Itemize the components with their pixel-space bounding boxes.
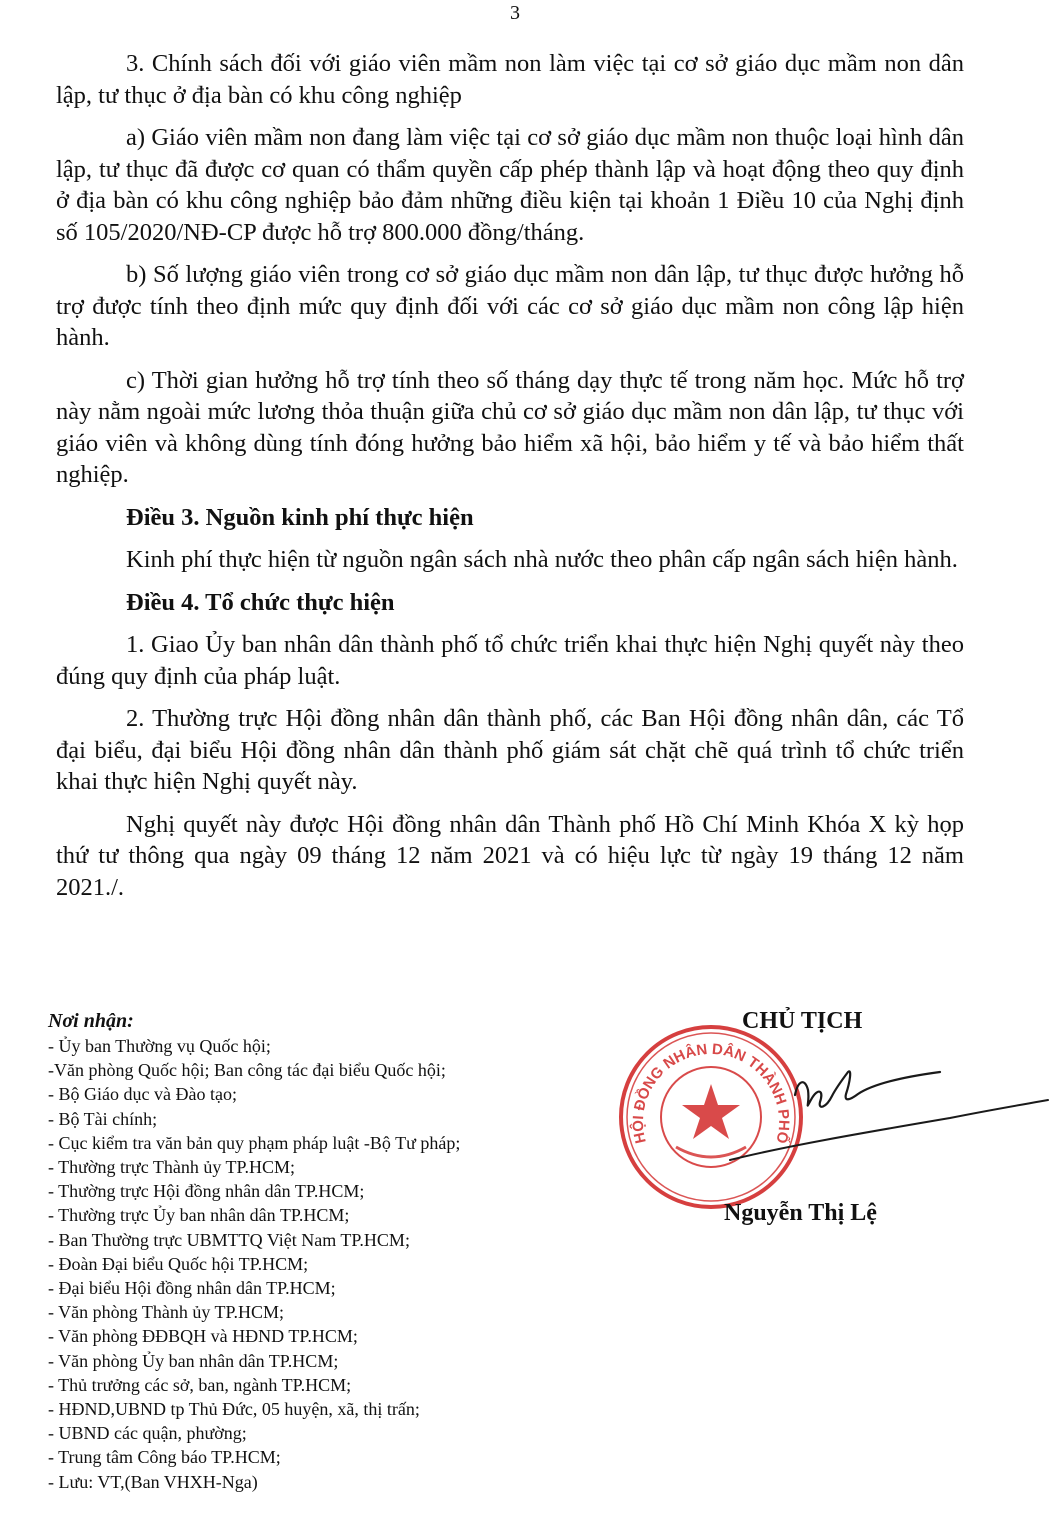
paragraph: 3. Chính sách đối với giáo viên mầm non làm việc tại cơ sở giáo dục mầm non dân lập, tư thục ở địa bàn có khu công nghiệp [56, 50, 964, 109]
signer-name: Nguyễn Thị Lệ [724, 1200, 877, 1226]
recipient-item: - Bộ Tài chính; [48, 1108, 158, 1129]
recipient-item: - Ban Thường trực UBMTTQ Việt Nam TP.HCM; [48, 1229, 410, 1250]
recipients-block [48, 1008, 608, 1494]
paragraph: b) Số lượng giáo viên trong cơ sở giáo dục mầm non dân lập, tư thục được hưởng hỗ trợ được tính theo định mức quy định đối với các cơ sở giáo dục mầm non công lập hiện hành. [56, 261, 964, 351]
document-body [56, 48, 964, 914]
paragraph: a) Giáo viên mầm non đang làm việc tại cơ sở giáo dục mầm non thuộc loại hình dân lập, tư thục đã được cơ quan có thẩm quyền cấp phép thành lập và hoạt động theo quy định ở địa bàn có khu công nghiệp bảo đảm những điều kiện tại khoản 1 Điều 10 của Nghị định số 105/2020/NĐ-CP được hỗ trợ 800.000 đồng/tháng. [56, 124, 964, 246]
section-heading: Điều 3. Nguồn kinh phí thực hiện [126, 503, 474, 531]
recipient-item: - Lưu: VT,(Ban VHXH-Nga) [48, 1471, 258, 1492]
recipient-item: - Đoàn Đại biểu Quốc hội TP.HCM; [48, 1253, 309, 1274]
recipients-list [48, 1034, 608, 1494]
seal-text: HỘI ĐỒNG NHÂN DÂN THÀNH PHỐ [629, 1040, 793, 1145]
recipient-item: - Đại biểu Hội đồng nhân dân TP.HCM; [48, 1278, 336, 1299]
recipient-item: - Văn phòng ĐĐBQH và HĐND TP.HCM; [48, 1326, 358, 1347]
recipient-item: - Cục kiểm tra văn bản quy phạm pháp luật -Bộ Tư pháp; [48, 1132, 461, 1153]
recipient-item: - Thường trực Hội đồng nhân dân TP.HCM; [48, 1181, 365, 1202]
paragraph: Kinh phí thực hiện từ nguồn ngân sách nhà nước theo phân cấp ngân sách hiện hành. [126, 546, 958, 573]
recipient-item: - Thường trực Thành ủy TP.HCM; [48, 1157, 296, 1178]
recipient-item: - Thường trực Ủy ban nhân dân TP.HCM; [48, 1205, 350, 1226]
recipient-item: - Ủy ban Thường vụ Quốc hội; [48, 1036, 271, 1056]
recipient-item: - Thủ trưởng các sở, ban, ngành TP.HCM; [48, 1374, 352, 1395]
recipient-item: - Trung tâm Công báo TP.HCM; [48, 1447, 281, 1468]
recipients-title: Nơi nhận: [48, 1010, 134, 1032]
paragraph: 1. Giao Ủy ban nhân dân thành phố tổ chức triển khai thực hiện Nghị quyết này theo đúng quy định của pháp luật. [56, 631, 964, 690]
section-heading: Điều 4. Tổ chức thực hiện [126, 588, 395, 616]
paragraph: 2. Thường trực Hội đồng nhân dân thành phố, các Ban Hội đồng nhân dân, các Tổ đại biểu, đại biểu Hội đồng nhân dân thành phố giám sát chặt chẽ quá trình tổ chức triển khai thực hiện Nghị quyết này. [56, 705, 964, 795]
recipient-item: - UBND các quận, phường; [48, 1423, 247, 1444]
paragraph: c) Thời gian hưởng hỗ trợ tính theo số tháng dạy thực tế trong năm học. Mức hỗ trợ này nằm ngoài mức lương thỏa thuận giữa chủ cơ sở giáo dục mầm non dân lập, tư thục với giáo viên và không dùng tính đóng hưởng bảo hiểm xã hội, bảo hiểm y tế và bảo hiểm thất nghiệp. [56, 366, 964, 488]
signer-title: CHỦ TỊCH [742, 1008, 863, 1034]
page-number: 3 [510, 2, 520, 24]
handwritten-signature [700, 1050, 1050, 1180]
paragraph: Nghị quyết này được Hội đồng nhân dân Thành phố Hồ Chí Minh Khóa X kỳ họp thứ tư thông qua ngày 09 tháng 12 năm 2021 và có hiệu lực từ ngày 19 tháng 12 năm 2021./. [56, 810, 964, 901]
recipient-item: - Văn phòng Thành ủy TP.HCM; [48, 1302, 285, 1323]
recipient-item: -Văn phòng Quốc hội; Ban công tác đại biểu Quốc hội; [48, 1060, 446, 1081]
recipient-item: - Văn phòng Ủy ban nhân dân TP.HCM; [48, 1350, 339, 1371]
recipient-item: - Bộ Giáo dục và Đào tạo; [48, 1084, 237, 1105]
recipient-item: - HĐND,UBND tp Thủ Đức, 05 huyện, xã, thị trấn; [48, 1399, 420, 1420]
